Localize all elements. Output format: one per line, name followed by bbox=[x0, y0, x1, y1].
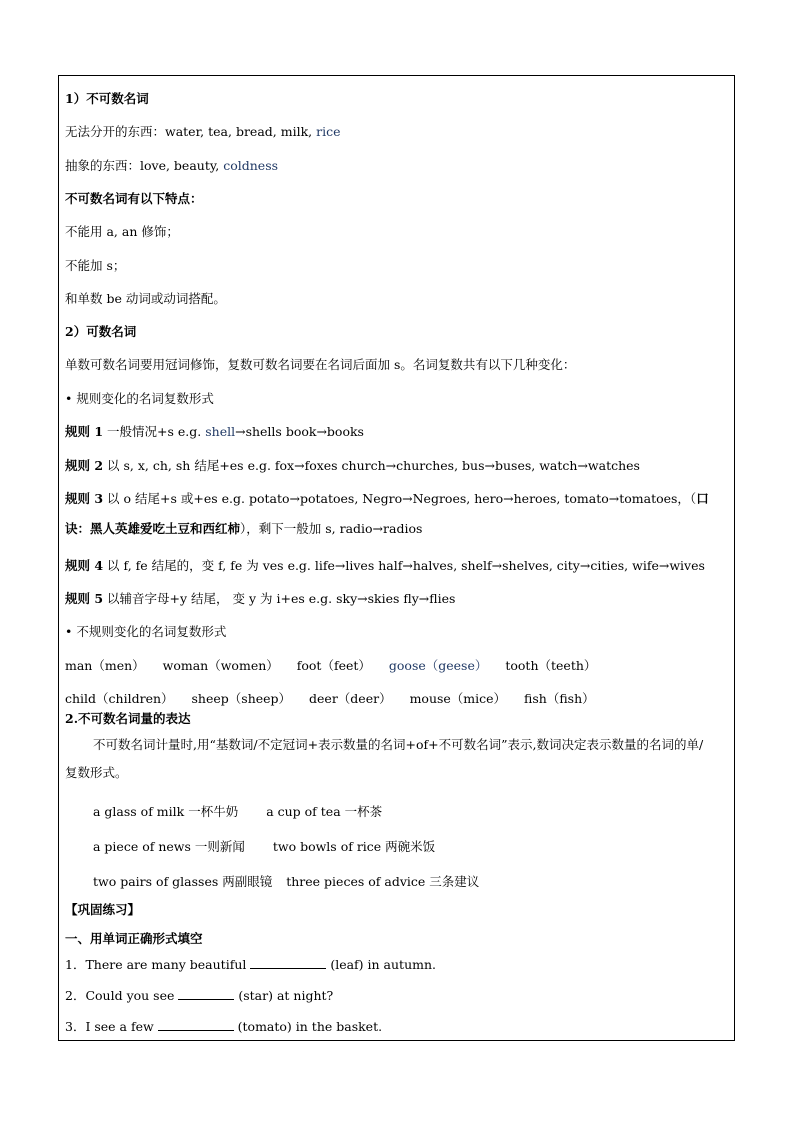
heading-countable: 2）可数名词 bbox=[65, 324, 137, 339]
feature-3: 和单数 be 动词或动词搭配。 bbox=[65, 291, 226, 306]
heading-uncountable: 1）不可数名词 bbox=[65, 91, 149, 106]
rule-3: 规则 3 以 o 结尾+s 或+es e.g. potato→potatoes, Negro→Negroes, hero→heroes, tomato→tomatoes，（口诀：黑人英雄爱吃土豆和西红柿），剩下一般加 s, radio→radios bbox=[65, 491, 709, 536]
feature-2: 不能加 s； bbox=[65, 258, 126, 273]
heading-uncountable-quantity: 2.不可数名词量的表达 bbox=[65, 711, 191, 726]
uncountable-line-2: 抽象的东西：love, beauty, coldness bbox=[65, 158, 279, 173]
practice-subtitle: 一、用单词正确形式填空 bbox=[65, 931, 203, 946]
rule-5: 规则 5 以辅音字母+y 结尾， 变 y 为 i+es e.g. sky→skies fly→flies bbox=[65, 591, 456, 606]
question-1: 1．There are many beautiful (leaf) in autumn. bbox=[65, 957, 437, 972]
question-3: 3．I see a few (tomato) in the basket. bbox=[65, 1019, 383, 1034]
answer-blank-1[interactable] bbox=[250, 956, 326, 969]
practice-title: 【巩固练习】 bbox=[65, 902, 141, 917]
quantity-paragraph: 不可数名词计量时,用“基数词/不定冠词+表示数量的名词+of+不可数名词”表示,数词决定表示数量的名词的单/复数形式。 bbox=[65, 737, 704, 780]
question-2: 2．Could you see (star) at night? bbox=[65, 988, 334, 1003]
rule-2: 规则 2 以 s, x, ch, sh 结尾+es e.g. fox→foxes church→churches, bus→buses, watch→watches bbox=[65, 458, 640, 473]
feature-1: 不能用 a, an 修饰； bbox=[65, 224, 179, 239]
irregular-title: • 不规则变化的名词复数形式 bbox=[65, 624, 227, 639]
irregular-row-2: child（children） sheep（sheep） deer（deer） mouse（mice） fish（fish） bbox=[65, 691, 595, 706]
irregular-row-1: man（men） woman（women） foot（feet） goose（geese） tooth（teeth） bbox=[65, 658, 597, 673]
rule-4: 规则 4 以 f, fe 结尾的，变 f, fe 为 ves e.g. life→lives half→halves, shelf→shelves, city→cities, wife→wives bbox=[65, 558, 705, 573]
example-row-1: a glass of milk 一杯牛奶 a cup of tea 一杯茶 bbox=[93, 804, 383, 819]
regular-title: • 规则变化的名词复数形式 bbox=[65, 391, 214, 406]
rule-1: 规则 1 一般情况+s e.g. shell→shells book→books bbox=[65, 424, 364, 439]
example-row-2: a piece of news 一则新闻 two bowls of rice 两碗米饭 bbox=[93, 839, 436, 854]
answer-blank-3[interactable] bbox=[158, 1018, 234, 1031]
features-title: 不可数名词有以下特点： bbox=[65, 191, 203, 206]
answer-blank-2[interactable] bbox=[178, 987, 234, 1000]
uncountable-line-1: 无法分开的东西：water, tea, bread, milk, rice bbox=[65, 124, 341, 139]
countable-intro: 单数可数名词要用冠词修饰，复数可数名词要在名词后面加 s。名词复数共有以下几种变化： bbox=[65, 357, 576, 372]
example-row-3: two pairs of glasses 两副眼镜 three pieces of advice 三条建议 bbox=[93, 874, 480, 889]
